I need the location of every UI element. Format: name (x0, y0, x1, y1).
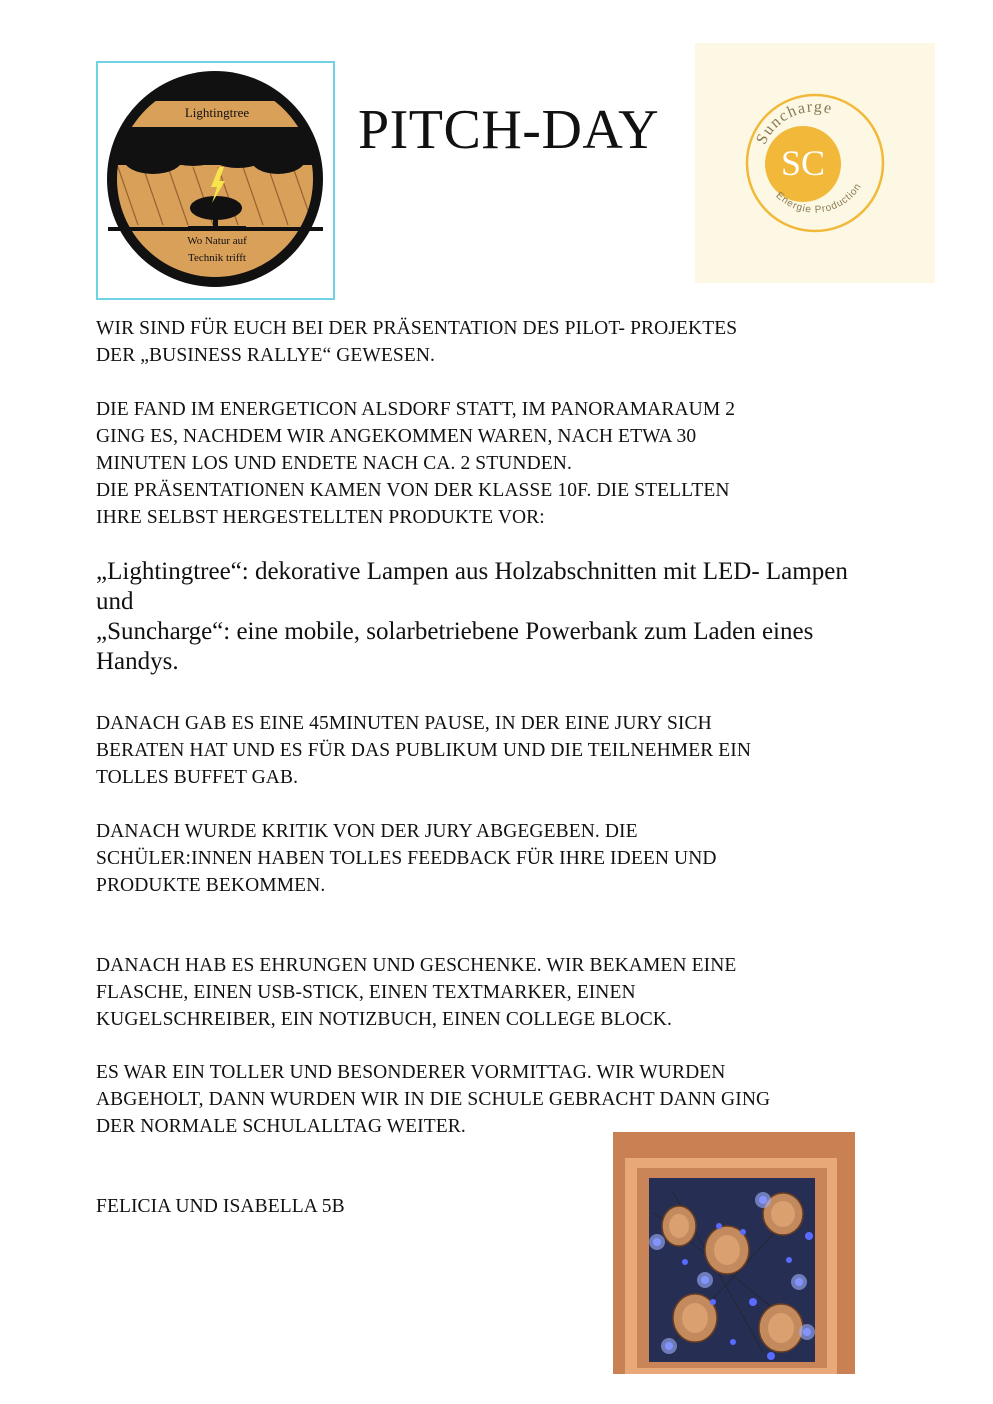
product-line: Handys. (96, 648, 179, 675)
text-line: DIE FAND IM ENERGETICON ALSDORF STATT, IM PANORAMARAUM 2 (96, 399, 736, 420)
paragraph-feedback (96, 818, 717, 899)
text-line: DANACH WURDE KRITIK VON DER JURY ABGEGEBEN. DIE (96, 821, 638, 842)
text-line: GING ES, NACHDEM WIR ANGEKOMMEN WAREN, NACH ETWA 30 (96, 426, 697, 447)
text-line: TOLLES BUFFET GAB. (96, 767, 299, 788)
text-line: DIE PRÄSENTATIONEN KAMEN VON DER KLASSE 10F. DIE STELLTEN (96, 480, 730, 501)
text-line: MINUTEN LOS UND ENDETE NACH CA. 2 STUNDEN. (96, 453, 572, 474)
text-line: IHRE SELBST HERGESTELLTEN PRODUKTE VOR: (96, 507, 545, 528)
text-line: WIR SIND FÜR EUCH BEI DER PRÄSENTATION DES PILOT- PROJEKTES (96, 318, 738, 339)
paragraph-attendance (96, 315, 737, 369)
lightingtree-logo (96, 61, 335, 300)
text-line: DANACH GAB ES EINE 45MINUTEN PAUSE, IN DER EINE JURY SICH (96, 713, 712, 734)
product-line: „Suncharge“: eine mobile, solarbetriebene Powerbank zum Laden eines (96, 618, 814, 645)
product-line: „Lightingtree“: dekorative Lampen aus Holzabschnitten mit LED- Lampen (96, 558, 848, 585)
paragraph-gifts (96, 952, 736, 1033)
product-line: und (96, 588, 134, 615)
suncharge-logo (695, 43, 935, 283)
product-photo (613, 1132, 855, 1374)
lightingtree-name: Lightingtree (184, 105, 250, 120)
text-line: BERATEN HAT UND ES FÜR DAS PUBLIKUM UND DIE TEILNEHMER EIN (96, 740, 752, 761)
paragraph-location (96, 396, 735, 531)
text-line: SCHÜLER:INNEN HABEN TOLLES FEEDBACK FÜR IHRE IDEEN UND (96, 848, 717, 869)
lightingtree-slogan-1: Wo Natur auf (187, 235, 247, 247)
text-line: DER „BUSINESS RALLYE“ GEWESEN. (96, 345, 436, 366)
text-line: ABGEHOLT, DANN WURDEN WIR IN DIE SCHULE GEBRACHT DANN GING (96, 1089, 771, 1110)
suncharge-monogram: SC (780, 143, 826, 183)
products-list (96, 557, 848, 677)
text-line: DANACH HAB ES EHRUNGEN UND GESCHENKE. WIR BEKAMEN EINE (96, 955, 737, 976)
text-line: PRODUKTE BEKOMMEN. (96, 875, 326, 896)
suncharge-logo-graphic (695, 43, 935, 283)
paragraph-conclusion (96, 1059, 770, 1140)
lightingtree-slogan-2: Technik trifft (188, 252, 246, 264)
paragraph-pause (96, 710, 751, 791)
text-line: KUGELSCHREIBER, EIN NOTIZBUCH, EINEN COLLEGE BLOCK. (96, 1009, 672, 1030)
suncharge-subtitle: Energie Production (773, 181, 864, 216)
page-title: PITCH-DAY (358, 99, 660, 161)
author-signature: FELICIA UND ISABELLA 5B (96, 1196, 345, 1217)
lightingtree-lamp-image (613, 1132, 855, 1374)
suncharge-name: Suncharge (753, 98, 835, 148)
text-line: DER NORMALE SCHULALLTAG WEITER. (96, 1116, 466, 1137)
text-line: ES WAR EIN TOLLER UND BESONDERER VORMITTAG. WIR WURDEN (96, 1062, 726, 1083)
text-line: FLASCHE, EINEN USB-STICK, EINEN TEXTMARKER, EINEN (96, 982, 636, 1003)
